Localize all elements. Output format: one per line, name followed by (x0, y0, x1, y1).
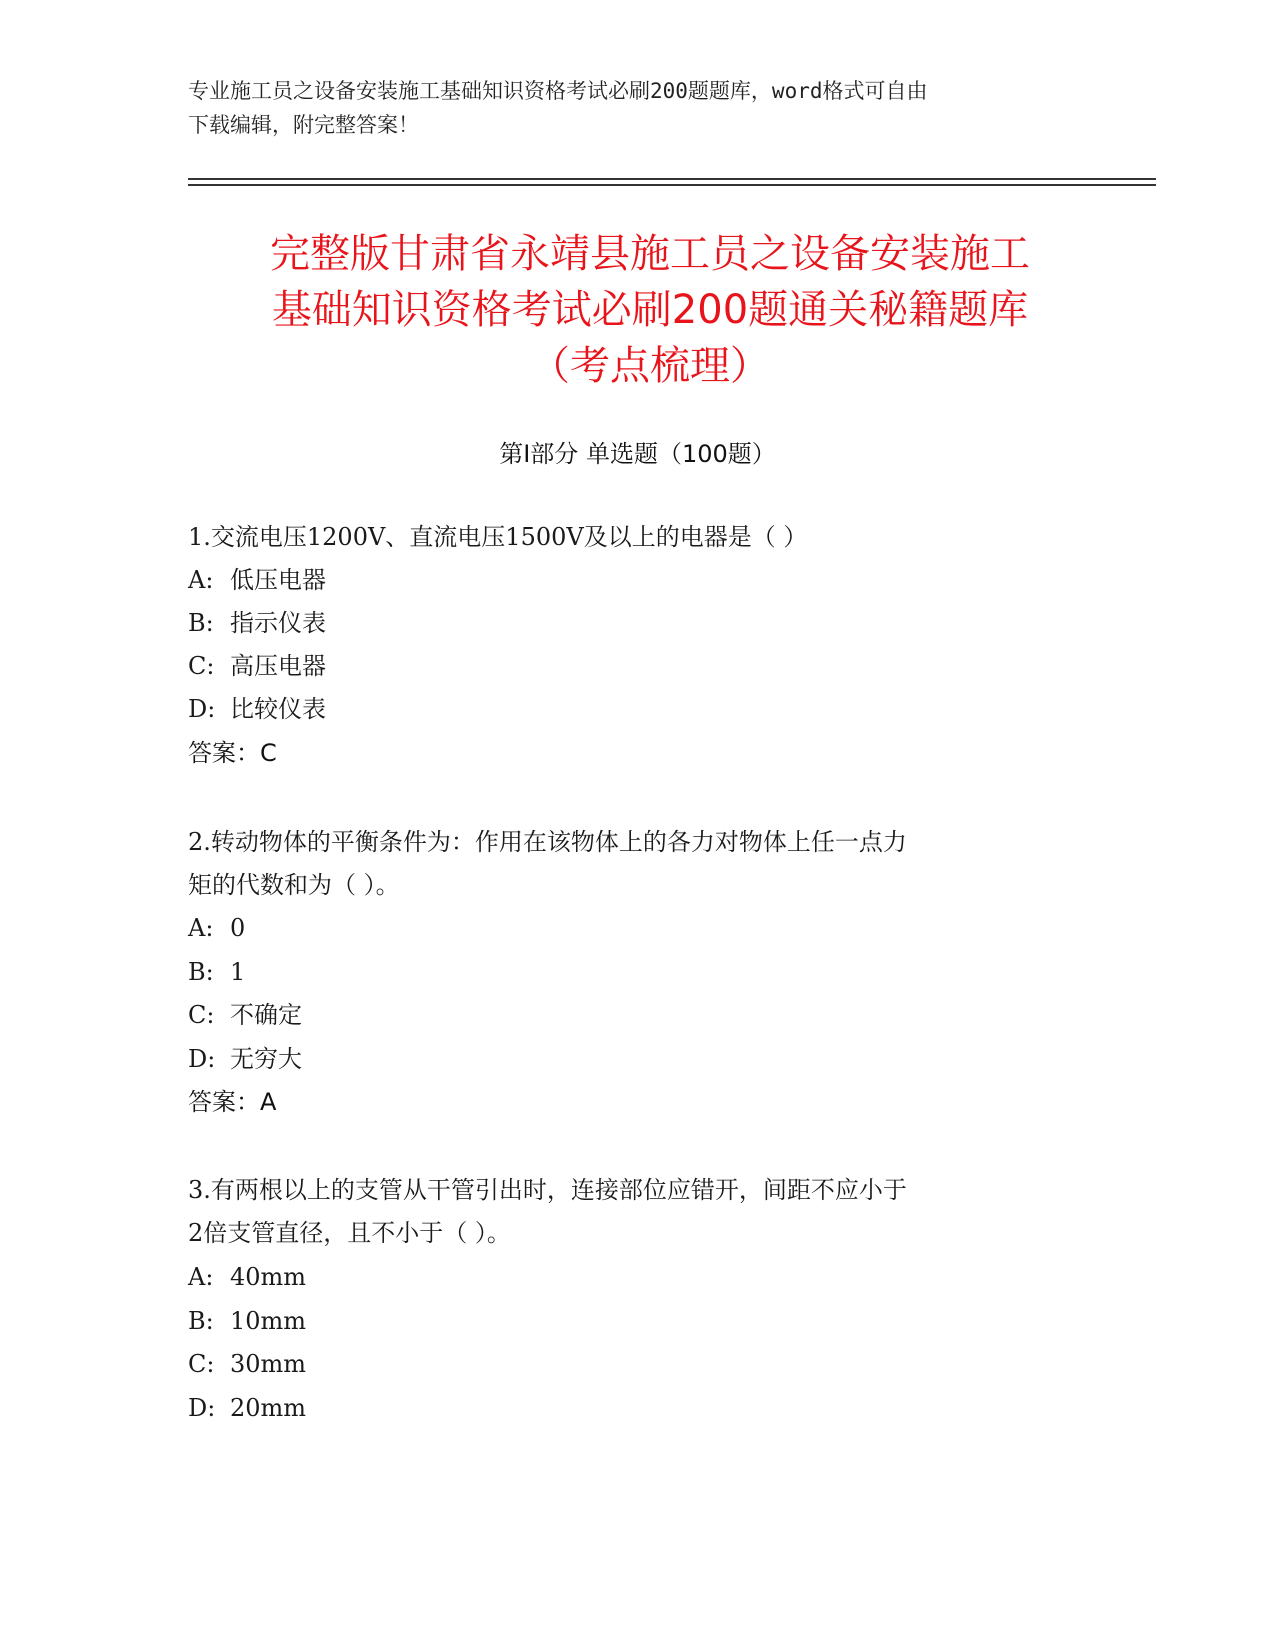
answer-line: 答案：C (188, 739, 277, 767)
option-text: 不确定 (230, 1001, 302, 1029)
option-letter: D: (188, 695, 216, 723)
question-stem-continued: 2倍支管直径，且不小于（ ）。 (188, 1219, 511, 1247)
option-c (188, 1347, 306, 1381)
option-d (188, 1391, 306, 1425)
header-note-line: 专业施工员之设备安装施工基础知识资格考试必刷200题题库，word格式可自由 (188, 79, 928, 103)
header-note (188, 74, 1088, 142)
option-letter: B: (188, 958, 214, 986)
question-stem-continued: 矩的代数和为（ ）。 (188, 871, 400, 899)
option-text: 指示仪表 (230, 609, 326, 637)
option-text: 低压电器 (230, 566, 326, 594)
option-c (188, 998, 302, 1032)
option-letter: D: (188, 1045, 216, 1073)
option-letter: B: (188, 609, 214, 637)
question-stem: 1.交流电压1200V、直流电压1500V及以上的电器是（ ） (188, 523, 808, 551)
title-line: 基础知识资格考试必刷200题通关秘籍题库 (271, 287, 1029, 333)
option-letter: C: (188, 1001, 215, 1029)
option-a (188, 563, 326, 597)
option-a (188, 1260, 306, 1294)
option-text: 高压电器 (230, 652, 326, 680)
option-text: 比较仪表 (230, 695, 326, 723)
option-b (188, 606, 326, 640)
option-letter: C: (188, 1350, 215, 1378)
option-d (188, 1042, 302, 1076)
option-c (188, 649, 326, 683)
option-text: 30mm (230, 1350, 307, 1378)
option-letter: A: (188, 566, 214, 594)
header-note-line: 下载编辑，附完整答案！ (188, 113, 419, 137)
header-divider-top (188, 178, 1156, 180)
option-letter: A: (188, 1263, 214, 1291)
title-line: （考点梳理） (530, 343, 770, 389)
option-text: 1 (230, 958, 246, 986)
option-text: 无穷大 (230, 1045, 302, 1073)
header-divider-bottom (188, 184, 1156, 186)
option-text: 0 (230, 914, 246, 942)
title-line: 完整版甘肃省永靖县施工员之设备安装施工 (270, 231, 1030, 277)
answer-line: 答案：A (188, 1088, 277, 1116)
option-text: 10mm (230, 1307, 307, 1335)
question-stem: 3.有两根以上的支管从干管引出时，连接部位应错开，间距不应小于 (188, 1176, 907, 1204)
option-b (188, 1304, 306, 1338)
question-stem: 2.转动物体的平衡条件为：作用在该物体上的各力对物体上任一点力 (188, 828, 907, 856)
option-letter: C: (188, 652, 215, 680)
option-text: 20mm (230, 1394, 307, 1422)
option-letter: D: (188, 1394, 216, 1422)
option-letter: A: (188, 914, 214, 942)
document-title (150, 226, 1150, 394)
option-b (188, 955, 245, 989)
section-heading: 第Ⅰ部分 单选题（100题） (499, 440, 776, 468)
option-text: 40mm (230, 1263, 307, 1291)
option-a (188, 911, 245, 945)
option-d (188, 692, 326, 726)
option-letter: B: (188, 1307, 214, 1335)
